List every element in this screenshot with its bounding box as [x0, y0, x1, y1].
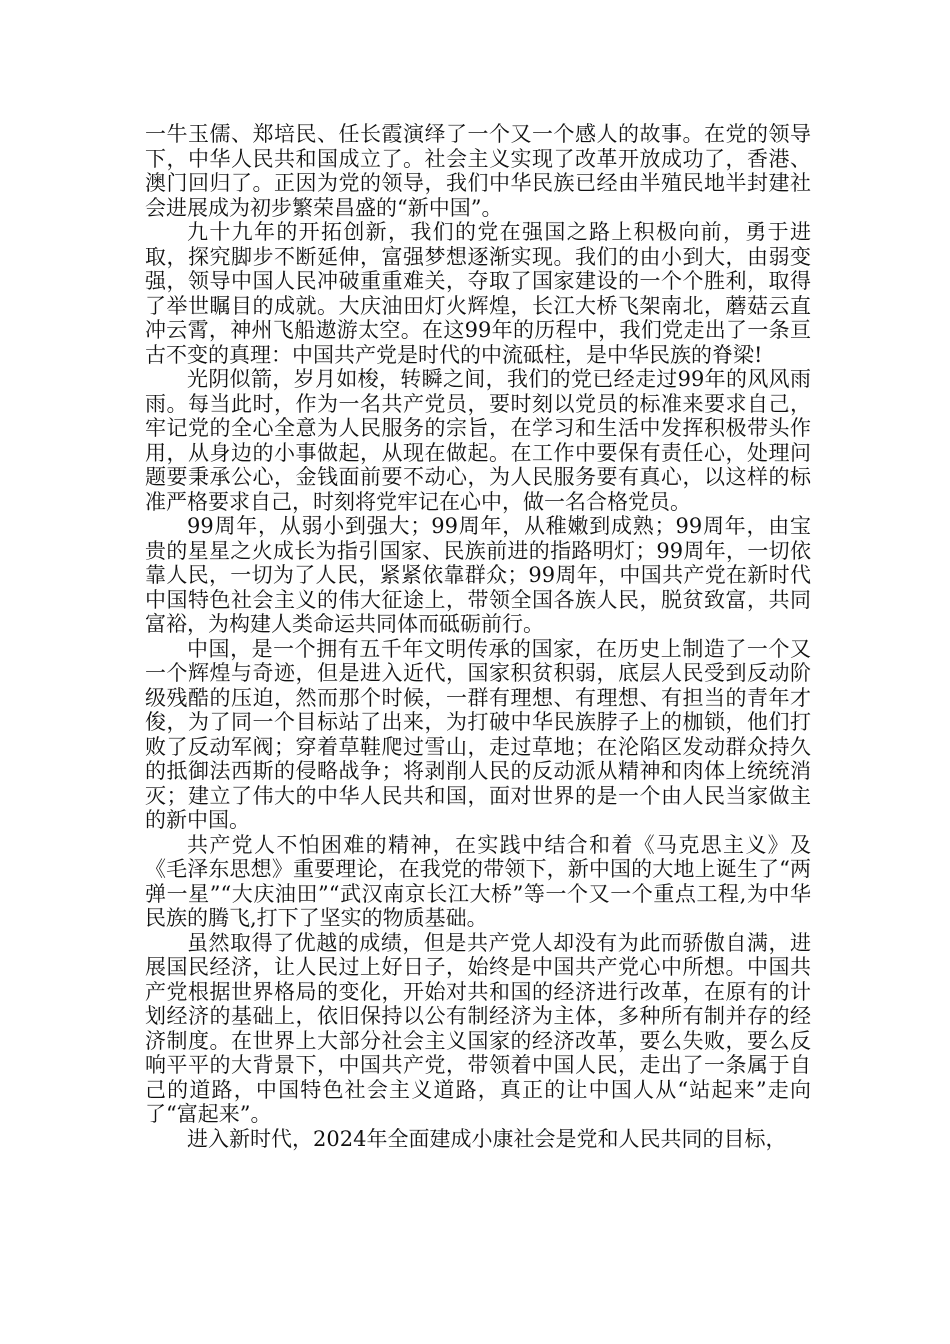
paragraph-8: 进入新时代，2024年全面建成小康社会是党和人民共同的目标， — [187, 1126, 787, 1151]
paragraph-2: 九十九年的开拓创新，我们的党在强国之路上积极向前，勇于进取，探究脚步不断延伸，富强梦想逐渐实现。我们的由小到大，由弱变强，领导中国人民冲破重重难关，夺取了国家建设的一个个胜利，取得了举世瞩目的成就。大庆油田灯火辉煌，长江大桥飞架南北，蘑菇云直冲云霄，神州飞船遨游太空。在这99年的历程中，我们党走出了一条亘古不变的真理：中国共产党是时代的中流砥柱，是中华民族的脊梁! — [145, 220, 811, 367]
paragraph-7: 虽然取得了优越的成绩，但是共产党人却没有为此而骄傲自满，进展国民经济，让人民过上好日子，始终是中国共产党心中所想。中国共产党根据世界格局的变化，开始对共和国的经济进行改革，在原有的计划经济的基础上，依旧保持以公有制经济为主体，多种所有制并存的经济制度。在世界上大部分社会主义国家的经济改革，要么失败，要么反响平平的大背景下，中国共产党，带领着中国人民，走出了一条属于自己的道路，中国特色社会主义道路，真正的让中国人从“站起来”走向了“富起来”。 — [145, 930, 811, 1126]
paragraph-1: 一牛玉儒、郑培民、任长霞演绎了一个又一个感人的故事。在党的领导下，中华人民共和国成立了。社会主义实现了改革开放成功了，香港、澳门回归了。正因为党的领导，我们中华民族已经由半殖民地半封建社会进展成为初步繁荣昌盛的“新中国”。 — [145, 122, 811, 220]
document-body — [145, 122, 811, 1151]
paragraph-6: 共产党人不怕困难的精神，在实践中结合和着《马克思主义》及《毛泽东思想》重要理论，在我党的带领下，新中国的大地上诞生了“两弹一星”“大庆油田”“武汉南京长江大桥”等一个又一个重点工程,为中华民族的腾飞,打下了坚实的物质基础。 — [145, 832, 811, 930]
paragraph-4: 99周年，从弱小到强大；99周年，从稚嫩到成熟；99周年，由宝贵的星星之火成长为指引国家、民族前进的指路明灯；99周年，一切依靠人民，一切为了人民，紧紧依靠群众；99周年，中国共产党在新时代中国特色社会主义的伟大征途上，带领全国各族人民，脱贫致富，共同富裕，为构建人类命运共同体而砥砺前行。 — [145, 514, 811, 636]
paragraph-3: 光阴似箭，岁月如梭，转瞬之间，我们的党已经走过99年的风风雨雨。每当此时，作为一名共产党员，要时刻以党员的标准来要求自己，牢记党的全心全意为人民服务的宗旨，在学习和生活中发挥积极带头作用，从身边的小事做起，从现在做起。在工作中要保有责任心，处理问题要秉承公心，金钱面前要不动心，为人民服务要有真心，以这样的标准严格要求自己，时刻将党牢记在心中，做一名合格党员。 — [145, 367, 811, 514]
paragraph-5: 中国，是一个拥有五千年文明传承的国家，在历史上制造了一个又一个辉煌与奇迹，但是进入近代，国家积贫积弱，底层人民受到反动阶级残酷的压迫，然而那个时候，一群有理想、有理想、有担当的青年才俊，为了同一个目标站了出来，为打破中华民族脖子上的枷锁，他们打败了反动军阀；穿着草鞋爬过雪山，走过草地；在沦陷区发动群众持久的抵御法西斯的侵略战争；将剥削人民的反动派从精神和肉体上统统消灭；建立了伟大的中华人民共和国，面对世界的是一个由人民当家做主的新中国。 — [145, 636, 811, 832]
